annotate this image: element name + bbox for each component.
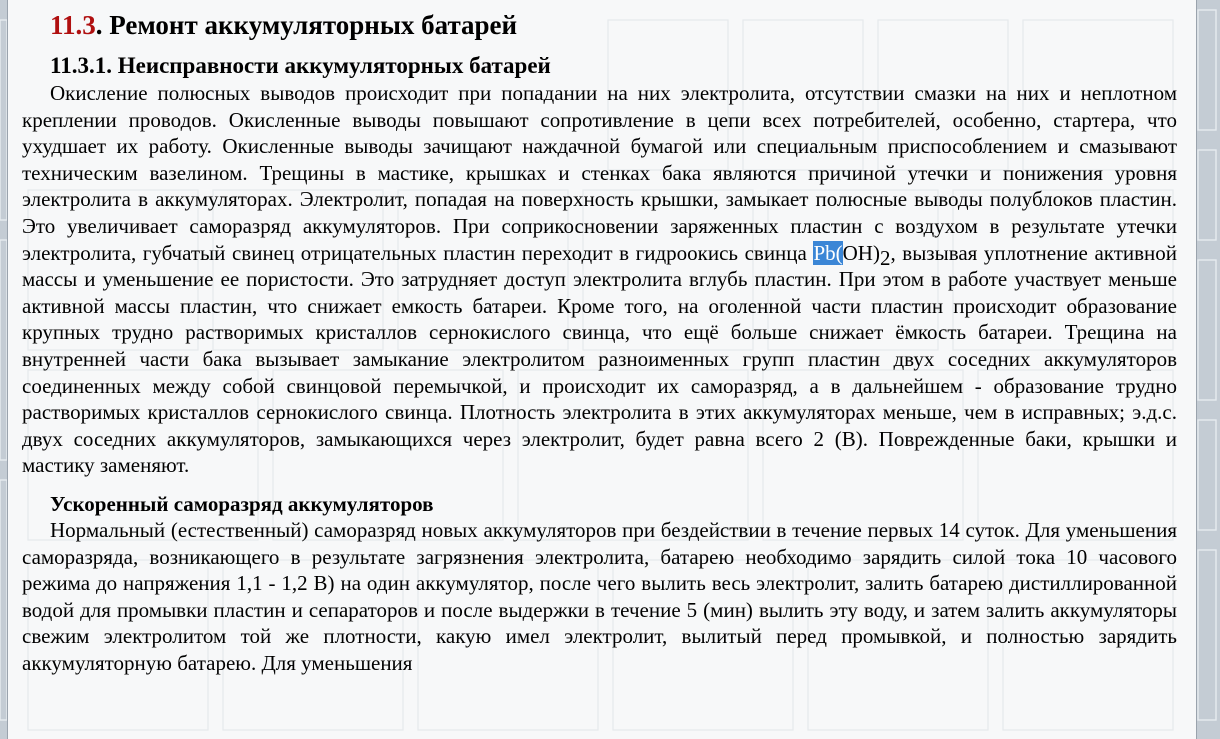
paragraph-faults-text-before: Окисление полюсных выводов происходит при попадании на них электролита, отсутствии смазки на них и неплотном креплении проводов. Окисленные выводы повышают сопротивление в цепи всех потребителей, особенно, стартера, что ухудшает их работу. Окисленные выводы зачищают наждачной бумагой или специальным приспособлением и смазывают техническим вазелином. Трещины в мастике, крышках и стенках бака являются причиной утечки и понижения уровня электролита в аккумуляторах. Электролит, попадая на поверхность крышки, замыкает полюсные выводы полублоков пластин. Это увеличивает саморазряд аккумуляторов. При соприкосновении заряженных пластин с воздухом в результате утечки электролита, губчатый свинец отрицательных пластин переходит в гидроокись свинца: [22, 81, 1177, 265]
self-discharge-heading: Ускоренный саморазряд аккумуляторов: [50, 491, 434, 516]
section-title: . Ремонт аккумуляторных батарей: [95, 10, 518, 40]
subsection-heading: 11.3.1. Неисправности аккумуляторных батарей: [50, 53, 551, 78]
document-content: [22, 8, 1177, 676]
formula-subscript: 2: [879, 245, 891, 270]
paragraph-faults-text-after: , вызывая уплотнение активной массы и уменьшение ее пористости. Это затрудняет доступ электролита вглубь пластин. При этом в работе участвует меньше активной массы пластин, что снижает емкость батареи. Кроме того, на оголенной части пластин происходит образование крупных трудно растворимых кристаллов сернокислого свинца, что ещё больше снижает ёмкость батареи. Трещина на внутренней части бака вызывает замыкание электролитом разноименных групп пластин двух соседних аккумуляторов соединенных между собой свинцовой перемычкой, и происходит их саморазряд, а в дальнейшем - образование трудно растворимых кристаллов сернокислого свинца. Плотность электролита в этих аккумуляторах меньше, чем в исправных; э.д.с. двух соседних аккумуляторов, замыкающихся через электролит, будет равна всего 2 (В). Поврежденные баки, крышки и мастику заменяют.: [22, 240, 1177, 478]
document-page: [8, 0, 1196, 739]
paragraph-self-discharge[interactable]: Нормальный (естественный) саморазряд новых аккумуляторов при бездействии в течение первых 14 суток. Для уменьшения саморазряда, возникающего в результате загрязнения электролита, батарею необходимо зарядить силой тока 10 часового режима до напряжения 1,1 - 1,2 В) на один аккумулятор, после чего вылить весь электролит, залить батарею дистиллированной водой для промывки пластин и сепараторов и после выдержки в течение 5 (мин) вылить эту воду, и затем залить аккумуляторы свежим электролитом той же плотности, какую имел электролит, вылитый перед промывкой, и полностью зарядить аккумуляторную батарею. Для уменьшения: [22, 517, 1177, 675]
selected-text-highlight[interactable]: Pb(: [813, 240, 843, 265]
section-heading: [50, 8, 1177, 42]
section-number: 11.3: [50, 10, 96, 40]
formula-text: OH): [842, 240, 880, 265]
paragraph-faults[interactable]: [22, 80, 1177, 479]
